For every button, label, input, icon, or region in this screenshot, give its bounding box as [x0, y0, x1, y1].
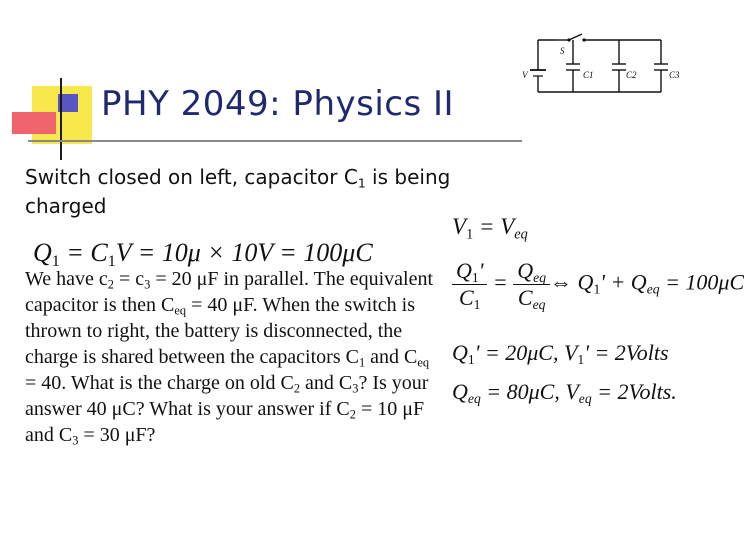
intro-sub: 1	[357, 175, 366, 191]
switch-contact	[582, 38, 585, 41]
equation-v-eq: $V_1 = V_{eq}$	[452, 214, 528, 243]
equation-q1-prime: $Q_1' = 20\mu C$, $V_1'$ = 2Volts	[452, 340, 669, 368]
intro-post: is being charged	[25, 165, 451, 218]
intro-pre: Switch closed on left, capacitor C	[25, 165, 358, 189]
fraction-qeq-ceq: $\frac{Q_{eq}}{C_{eq}}$	[513, 258, 550, 311]
equivalence-arrow-icon: ⇔	[550, 269, 573, 295]
equation-q1: $Q_1 = C_1V = 10\mu \times 10V = 100\mu C$	[33, 238, 373, 270]
switch-label: S	[560, 46, 565, 56]
switch-pivot	[567, 38, 570, 41]
title-underline-rule	[28, 140, 522, 142]
title-deco-vertical-rule	[60, 78, 62, 160]
battery-label: V	[522, 70, 528, 80]
intro-text	[25, 163, 495, 221]
slide-title: PHY 2049: Physics II	[101, 84, 455, 124]
fraction-q1-c1: $\frac{Q_1'}{C_1}$	[452, 258, 487, 311]
equation-ratio: $\frac{Q_1'}{C_1}$ = $\frac{Q_{eq}}{C_{eq}}$ ⇔ $Q_1' + Q_{eq} = 100\mu C$	[452, 258, 744, 311]
circuit-diagram	[516, 30, 686, 100]
cap2-label: C2	[626, 70, 637, 80]
cap1-label: C1	[583, 70, 594, 80]
cap3-label: C3	[669, 70, 680, 80]
equation-q-eq: $Q_{eq} = 80\mu C$, $V_{eq}$ = 2Volts.	[452, 379, 677, 407]
problem-paragraph: We have $c_2 = c_3 = 20$ μF in parallel. The equivalent capacitor is then $C_{eq} = 40$ μF. When the switch is thrown to right, the battery is disconnected, the charge is shared between the capacitors $C_1$ and $C_{eq} = 40$. What is the charge on old $C_2$ and $C_3$? Is your answer 40 μC? What is your answer if $C_2 = 10$ μF and $C_3 = 30$ μF?	[25, 268, 434, 448]
title-deco-red-square	[12, 112, 56, 134]
